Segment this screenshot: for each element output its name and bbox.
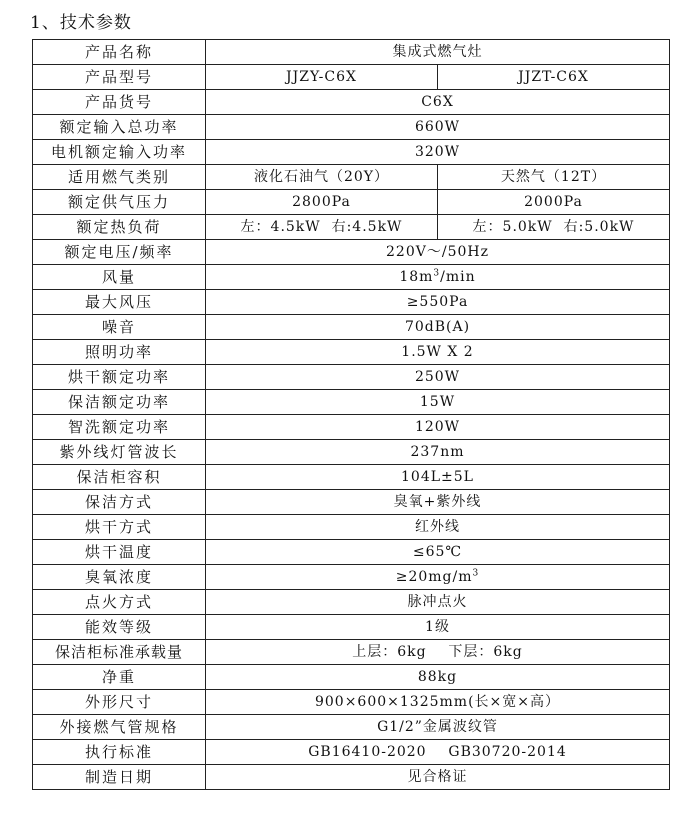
row-value: 237nm	[206, 440, 670, 465]
table-row	[33, 365, 670, 390]
table-row	[33, 490, 670, 515]
row-value: 臭氧+紫外线	[206, 490, 670, 515]
table-row	[33, 140, 670, 165]
row-value: C6X	[206, 90, 670, 115]
table-row	[33, 740, 670, 765]
row-label: 电机额定输入功率	[33, 140, 206, 165]
value-text: /min	[440, 269, 476, 285]
row-value-ng: 天然气（12T）	[438, 165, 670, 190]
row-label: 最大风压	[33, 290, 206, 315]
row-label: 产品名称	[33, 40, 206, 65]
row-value-lpg: JJZY-C6X	[206, 65, 438, 90]
row-label: 保洁方式	[33, 490, 206, 515]
row-value-lpg: 左：4.5kW 右:4.5kW	[206, 215, 438, 240]
row-label: 外接燃气管规格	[33, 715, 206, 740]
superscript: 3	[472, 568, 480, 579]
value-text: ≥20mg/m	[395, 569, 473, 585]
table-row	[33, 165, 670, 190]
row-value: 70dB(A)	[206, 315, 670, 340]
row-label: 风量	[33, 265, 206, 290]
row-label: 保洁额定功率	[33, 390, 206, 415]
row-label: 点火方式	[33, 590, 206, 615]
row-label: 外形尺寸	[33, 690, 206, 715]
row-value: 320W	[206, 140, 670, 165]
row-label: 噪音	[33, 315, 206, 340]
table-row	[33, 540, 670, 565]
table-row	[33, 390, 670, 415]
row-label: 照明功率	[33, 340, 206, 365]
value-text: 18m	[399, 269, 434, 285]
row-value: 见合格证	[206, 765, 670, 790]
table-row	[33, 315, 670, 340]
row-label: 额定供气压力	[33, 190, 206, 215]
table-row	[33, 265, 670, 290]
row-label: 额定电压/频率	[33, 240, 206, 265]
row-value	[206, 265, 670, 290]
row-label: 能效等级	[33, 615, 206, 640]
row-label: 烘干方式	[33, 515, 206, 540]
row-value: ≥550Pa	[206, 290, 670, 315]
row-label: 紫外线灯管波长	[33, 440, 206, 465]
row-value: G1/2”金属波纹管	[206, 715, 670, 740]
row-value: 脉冲点火	[206, 590, 670, 615]
row-label: 额定热负荷	[33, 215, 206, 240]
row-label: 保洁柜标准承载量	[33, 640, 206, 665]
row-value-ng: 2000Pa	[438, 190, 670, 215]
row-label: 产品货号	[33, 90, 206, 115]
row-value	[206, 565, 670, 590]
table-row	[33, 465, 670, 490]
table-row	[33, 565, 670, 590]
section-title: 1、技术参数	[30, 13, 132, 33]
table-row	[33, 590, 670, 615]
table-row	[33, 415, 670, 440]
row-label: 执行标准	[33, 740, 206, 765]
table-row	[33, 290, 670, 315]
row-label: 净重	[33, 665, 206, 690]
table-row	[33, 615, 670, 640]
row-label: 智洗额定功率	[33, 415, 206, 440]
row-label: 适用燃气类别	[33, 165, 206, 190]
table-row	[33, 765, 670, 790]
row-value: 15W	[206, 390, 670, 415]
row-value: 88kg	[206, 665, 670, 690]
table-row	[33, 40, 670, 65]
table-row	[33, 715, 670, 740]
superscript: 3	[433, 268, 441, 279]
row-value: 250W	[206, 365, 670, 390]
table-row	[33, 65, 670, 90]
tech-spec-table	[32, 39, 670, 790]
row-label: 烘干温度	[33, 540, 206, 565]
table-row	[33, 115, 670, 140]
row-label: 产品型号	[33, 65, 206, 90]
table-row	[33, 640, 670, 665]
row-label: 臭氧浓度	[33, 565, 206, 590]
table-row	[33, 215, 670, 240]
table-row	[33, 440, 670, 465]
table-row	[33, 190, 670, 215]
table-row	[33, 340, 670, 365]
row-value: 红外线	[206, 515, 670, 540]
row-label: 保洁柜容积	[33, 465, 206, 490]
table-row	[33, 690, 670, 715]
table-row	[33, 665, 670, 690]
table-row	[33, 240, 670, 265]
row-value: 1.5W X 2	[206, 340, 670, 365]
table-row	[33, 90, 670, 115]
row-value-lpg: 2800Pa	[206, 190, 438, 215]
row-value-lpg: 液化石油气（20Y）	[206, 165, 438, 190]
row-value: 120W	[206, 415, 670, 440]
row-value: 上层：6kg 下层：6kg	[206, 640, 670, 665]
row-value: ≤65℃	[206, 540, 670, 565]
row-value: 104L±5L	[206, 465, 670, 490]
row-value: 集成式燃气灶	[206, 40, 670, 65]
row-value: 220V～/50Hz	[206, 240, 670, 265]
row-value: GB16410-2020 GB30720-2014	[206, 740, 670, 765]
row-label: 额定输入总功率	[33, 115, 206, 140]
row-value: 1级	[206, 615, 670, 640]
row-value-ng: JJZT-C6X	[438, 65, 670, 90]
row-label: 制造日期	[33, 765, 206, 790]
row-value-ng: 左：5.0kW 右:5.0kW	[438, 215, 670, 240]
row-label: 烘干额定功率	[33, 365, 206, 390]
row-value: 900×600×1325mm(长×宽×高）	[206, 690, 670, 715]
row-value: 660W	[206, 115, 670, 140]
table-row	[33, 515, 670, 540]
